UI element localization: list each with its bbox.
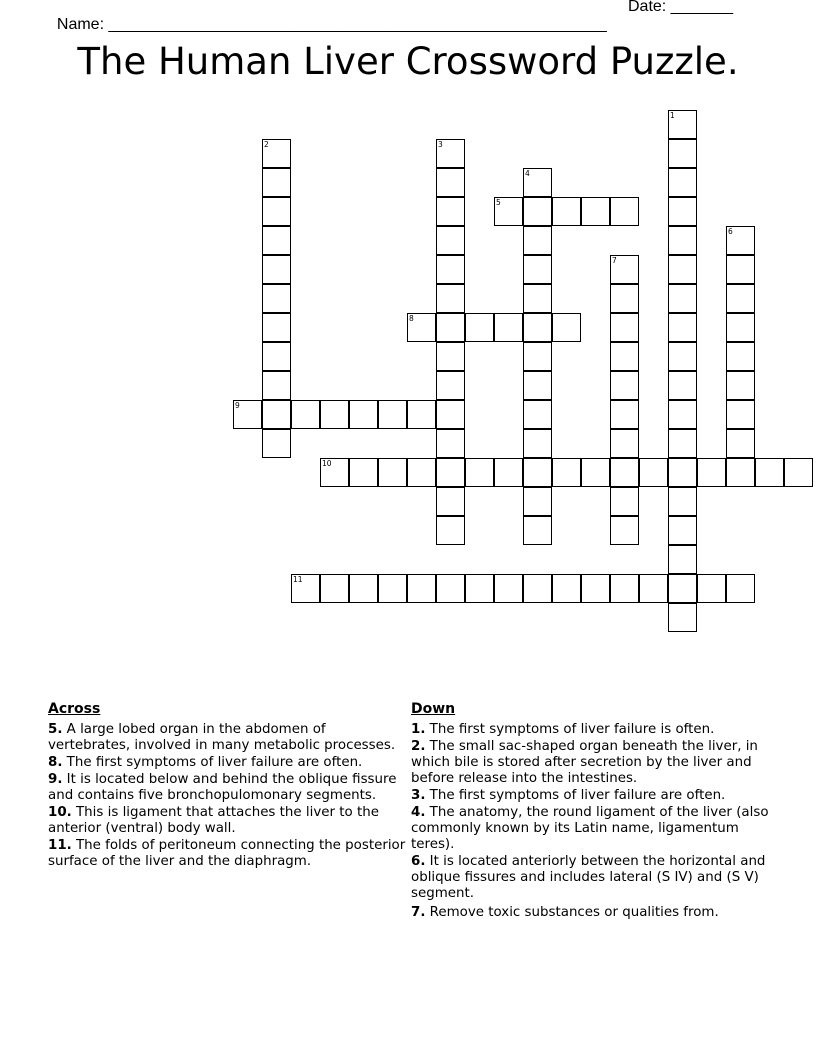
grid-cell[interactable] [610, 313, 639, 342]
grid-cell[interactable] [552, 574, 581, 603]
grid-cell[interactable] [610, 284, 639, 313]
grid-cell[interactable] [639, 574, 668, 603]
grid-cell[interactable] [494, 313, 523, 342]
grid-cell[interactable] [552, 197, 581, 226]
grid-cell[interactable] [668, 603, 697, 632]
grid-cell[interactable] [436, 400, 465, 429]
clue-number: 7 [612, 256, 617, 265]
grid-cell[interactable] [668, 226, 697, 255]
grid-cell[interactable] [668, 487, 697, 516]
grid-cell[interactable] [668, 255, 697, 284]
grid-cell[interactable] [436, 458, 465, 487]
grid-cell[interactable] [523, 458, 552, 487]
grid-cell[interactable] [291, 400, 320, 429]
grid-cell[interactable] [610, 458, 639, 487]
grid-cell[interactable] [523, 284, 552, 313]
grid-cell[interactable] [523, 400, 552, 429]
across-clue-8: 8. The first symptoms of liver failure are often. [48, 755, 363, 770]
grid-cell[interactable] [726, 255, 755, 284]
grid-cell[interactable] [349, 458, 378, 487]
down-clue-3: 3. The first symptoms of liver failure are often. [411, 788, 726, 803]
grid-cell[interactable] [668, 516, 697, 545]
grid-cell[interactable] [349, 400, 378, 429]
clue-number: 2 [264, 140, 269, 149]
grid-cell[interactable] [262, 255, 291, 284]
grid-cell[interactable] [262, 226, 291, 255]
grid-cell[interactable] [668, 400, 697, 429]
grid-cell[interactable] [349, 574, 378, 603]
grid-cell[interactable] [436, 429, 465, 458]
grid-cell[interactable] [378, 400, 407, 429]
grid-cell[interactable] [523, 516, 552, 545]
down-clue-4: 4. The anatomy, the round ligament of the liver (also commonly known by its Latin name, ligamentum teres). [411, 805, 769, 852]
grid-cell[interactable] [668, 429, 697, 458]
page-title: The Human Liver Crossword Puzzle. [77, 40, 739, 83]
grid-cell[interactable] [494, 574, 523, 603]
grid-cell[interactable] [262, 139, 291, 168]
grid-cell[interactable] [610, 487, 639, 516]
grid-cell[interactable] [523, 197, 552, 226]
grid-cell[interactable] [581, 197, 610, 226]
grid-cell[interactable] [436, 371, 465, 400]
across-clue-5: 5. A large lobed organ in the abdomen of vertebrates, involved in many metabolic processes. [48, 722, 396, 753]
down-heading: Down [411, 701, 456, 717]
across-heading: Across [48, 701, 101, 717]
grid-cell[interactable] [523, 574, 552, 603]
grid-cell[interactable] [610, 429, 639, 458]
grid-cell[interactable] [726, 458, 755, 487]
grid-cell[interactable] [436, 342, 465, 371]
grid-cell[interactable] [610, 255, 639, 284]
down-clue-2: 2. The small sac-shaped organ beneath the liver, in which bile is stored after secretion by the liver and before release into the intestines. [411, 739, 758, 786]
grid-cell[interactable] [262, 284, 291, 313]
grid-cell[interactable] [523, 342, 552, 371]
grid-cell[interactable] [610, 371, 639, 400]
clue-number: 8 [409, 314, 414, 323]
clue-number: 4 [525, 169, 530, 178]
grid-cell[interactable] [436, 226, 465, 255]
grid-cell[interactable] [436, 313, 465, 342]
grid-cell[interactable] [668, 371, 697, 400]
grid-cell[interactable] [407, 574, 436, 603]
grid-cell[interactable] [291, 574, 320, 603]
grid-cell[interactable] [726, 574, 755, 603]
grid-cell[interactable] [262, 197, 291, 226]
grid-cell[interactable] [755, 458, 784, 487]
clue-number: 6 [728, 227, 733, 236]
grid-cell[interactable] [581, 574, 610, 603]
grid-cell[interactable] [436, 284, 465, 313]
grid-cell[interactable] [523, 429, 552, 458]
grid-cell[interactable] [436, 516, 465, 545]
grid-cell[interactable] [378, 574, 407, 603]
grid-cell[interactable] [668, 313, 697, 342]
grid-cell[interactable] [436, 197, 465, 226]
grid-cell[interactable] [262, 168, 291, 197]
grid-cell[interactable] [407, 313, 436, 342]
grid-cell[interactable] [436, 139, 465, 168]
name-field-label: Name: ________________________________________________________ [56, 16, 607, 33]
clue-number: 5 [496, 198, 501, 207]
grid-cell[interactable] [436, 168, 465, 197]
grid-cell[interactable] [320, 400, 349, 429]
grid-cell[interactable] [262, 342, 291, 371]
grid-cell[interactable] [523, 226, 552, 255]
clue-number: 10 [322, 459, 332, 468]
grid-cell[interactable] [726, 400, 755, 429]
down-clue-1: 1. The first symptoms of liver failure is often. [411, 722, 715, 737]
grid-cell[interactable] [668, 574, 697, 603]
grid-cell[interactable] [436, 255, 465, 284]
grid-cell[interactable] [233, 400, 262, 429]
grid-cell[interactable] [436, 574, 465, 603]
grid-cell[interactable] [697, 458, 726, 487]
grid-cell[interactable] [726, 226, 755, 255]
grid-cell[interactable] [668, 110, 697, 139]
grid-cell[interactable] [523, 313, 552, 342]
grid-cell[interactable] [436, 487, 465, 516]
grid-cell[interactable] [552, 458, 581, 487]
grid-cell[interactable] [639, 458, 668, 487]
down-clues [411, 700, 771, 922]
across-clue-9: 9. It is located below and behind the oblique fissure and contains five bronchopulomonary segments. [48, 772, 397, 803]
clue-number: 1 [670, 111, 675, 120]
grid-cell[interactable] [726, 284, 755, 313]
grid-cell[interactable] [726, 313, 755, 342]
grid-cell[interactable] [668, 197, 697, 226]
grid-cell[interactable] [668, 342, 697, 371]
grid-cell[interactable] [523, 255, 552, 284]
grid-cell[interactable] [552, 313, 581, 342]
grid-cell[interactable] [262, 313, 291, 342]
grid-cell[interactable] [610, 574, 639, 603]
grid-cell[interactable] [494, 197, 523, 226]
across-clue-10: 10. This is ligament that attaches the liver to the anterior (ventral) body wall. [48, 805, 379, 836]
clue-number: 9 [235, 401, 240, 410]
grid-cell[interactable] [523, 487, 552, 516]
down-clue-6: 6. It is located anteriorly between the horizontal and oblique fissures and includes lateral (S IV) and (S V) segment. [411, 854, 766, 901]
grid-cell[interactable] [668, 284, 697, 313]
grid-cell[interactable] [610, 197, 639, 226]
grid-cell[interactable] [581, 458, 610, 487]
grid-cell[interactable] [494, 458, 523, 487]
grid-cell[interactable] [407, 458, 436, 487]
date-field-label: Date: _______ [628, 0, 733, 15]
down-clue-7: 7. Remove toxic substances or qualities from. [411, 905, 719, 920]
grid-cell[interactable] [668, 545, 697, 574]
grid-cell[interactable] [262, 429, 291, 458]
grid-cell[interactable] [523, 371, 552, 400]
grid-cell[interactable] [610, 400, 639, 429]
grid-cell[interactable] [726, 371, 755, 400]
grid-cell[interactable] [668, 168, 697, 197]
grid-cell[interactable] [465, 313, 494, 342]
grid-cell[interactable] [320, 458, 349, 487]
grid-cell[interactable] [378, 458, 407, 487]
grid-cell[interactable] [523, 168, 552, 197]
across-clues [48, 700, 408, 871]
grid-cell[interactable] [610, 516, 639, 545]
clue-number: 11 [293, 575, 303, 584]
grid-cell[interactable] [465, 458, 494, 487]
grid-cell[interactable] [726, 342, 755, 371]
grid-cell[interactable] [668, 458, 697, 487]
grid-cell[interactable] [262, 371, 291, 400]
grid-cell[interactable] [407, 400, 436, 429]
grid-cell[interactable] [610, 342, 639, 371]
grid-cell[interactable] [668, 139, 697, 168]
grid-cell[interactable] [784, 458, 813, 487]
grid-cell[interactable] [697, 574, 726, 603]
grid-cell[interactable] [262, 400, 291, 429]
clue-number: 3 [438, 140, 443, 149]
grid-cell[interactable] [320, 574, 349, 603]
grid-cell[interactable] [726, 429, 755, 458]
grid-cell[interactable] [465, 574, 494, 603]
across-clue-11: 11. The folds of peritoneum connecting the posterior surface of the liver and the diaphragm. [48, 838, 406, 869]
